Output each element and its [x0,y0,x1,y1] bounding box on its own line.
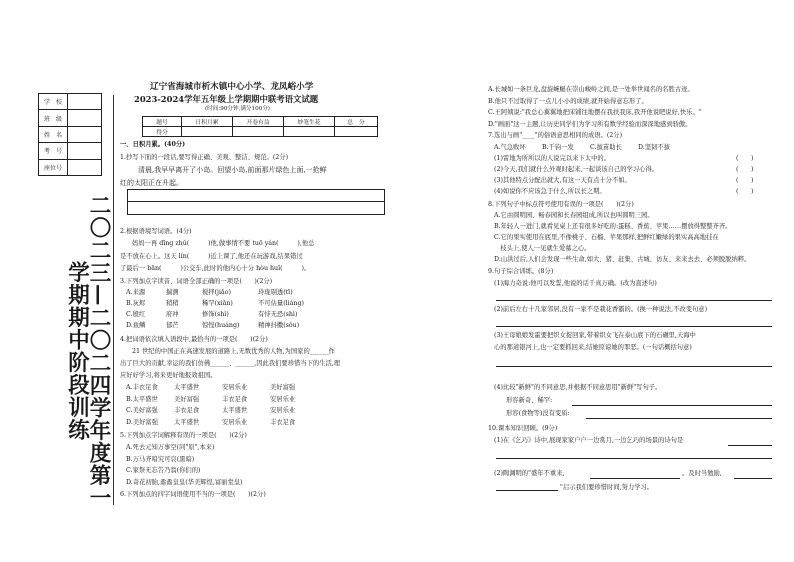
q9-4a-answer-line[interactable] [572,405,772,406]
binding-line [113,95,114,505]
q7-answer-3[interactable]: ( ) [736,177,754,184]
q7-answer-1[interactable]: ( ) [736,155,754,162]
q5-option-c[interactable]: C.家祭无忘告乃翁(你们的) [126,467,201,474]
score-head-writing: 妙笔生花 [284,117,335,127]
info-field-exam-number[interactable] [68,143,102,159]
q3-prompt: 3.下列加点字读音、词语全部正确的一项是( )(2分) [120,278,273,285]
q10-2-answer-line-c[interactable] [496,490,558,491]
q9-part-3a: (3)王母娘娘发霍要把织女捉回家,带着织女飞在泰山底下的石碾里,天海中 [494,332,696,339]
q10-part-2c: "启示我们要珍惜时间,努力学习。 [560,484,654,491]
q9-3-answer-line[interactable] [496,366,772,367]
q4-option-b[interactable]: B.太平盛世 美好富强 丰衣足食 安居乐业 [126,395,296,403]
info-field-school[interactable] [68,94,102,110]
q8-prompt: 8.下列句子中标点符号使用有误的一项是( )(2分) [488,201,634,208]
q5-options [126,444,243,490]
q6-options [488,86,702,132]
q7-option-b[interactable]: B.千钧一发 [542,144,574,151]
q10-2-answer-line-a[interactable] [590,478,680,479]
q4-line-3: 应好好学习,将来更好地报效祖国。 [120,372,217,379]
q7-item-3: (3)其他特点分配出就大,有这一天有点十分不如。 [494,177,631,184]
q5-option-a[interactable]: A.死去元知万事空(同"原",本来) [126,444,215,451]
q10-1-answer-line-a[interactable] [728,445,772,446]
q2-prompt: 2.根据语境写词语。(4分) [120,228,192,235]
q9-4-fresh-label: 形容(食物等)没有变质: [506,410,570,417]
score-table [142,116,378,137]
q1-passage-2: 红的太阳正在升起。 [120,179,183,187]
q9-4-novel-label: 形容新奇、稀罕: [506,397,553,404]
q9-4b-answer-line[interactable] [586,418,772,419]
q10-prompt: 10.课本知识回顾。(9分) [488,425,558,432]
q7-answer-2[interactable]: ( ) [736,166,754,173]
score-cell[interactable] [284,127,335,137]
q2-line-3: 了最后一 bān( )公交车,此时的他内心十分 hòu huǐ( )。 [120,265,311,272]
q6-option-b[interactable]: B.他只不过取得了一点儿小小的成绩,就开始得意忘形了。 [488,97,648,105]
student-info-table [38,93,102,176]
q4-line-2: 出了巨大的贡献,幸运的我们仿佛______、______,因此我们要珍惜当下的生活,理 [120,360,341,367]
score-cell[interactable] [233,127,284,137]
score-head-daily: 日积月累 [182,117,233,127]
q3-options [126,289,304,333]
q7-options [494,144,670,152]
q6-option-a[interactable]: A.长城如一条巨龙,盘旋蜿蜒在崇山峻岭之间,是一处举世闻名的名胜古迹。 [488,86,694,93]
q2-line-2: 是不放在心上。这天 lín( )近上课了,他还在玩游戏,结果错过 [120,253,303,260]
q8-option-b[interactable]: B.年轻人一进门,就看见桌上还有很多好吃的:蛋糕、香蕉、苹果……摆放得整整齐齐。 [494,223,732,230]
exam-title: 2023-2024学年五年级上学期期中联考语文试题 [134,94,319,104]
side-title: 二〇二三—二〇二四学年度第一学期期中阶段训练 [64,193,111,509]
q7-prompt: 7.选出与画"____"的俗语意思相同的成语。(2分) [488,132,623,139]
q4-option-c[interactable]: C.美好富强 丰衣足食 太平盛世 安居乐业 [126,407,296,414]
score-head-reading: 开卷有益 [233,117,284,127]
q4-options [126,384,295,430]
score-head-qno: 题号 [143,117,182,127]
q7-item-4: (4)如说你不应该急于什么,所以长之期。 [494,188,606,195]
q3-option-b[interactable]: B.灰烬 稍稍 稀罕(xiǎn) 不可估量(liáng) [126,300,304,307]
score-cell[interactable] [335,127,378,137]
info-field-name[interactable] [68,126,102,142]
q9-2-answer-line[interactable] [496,326,772,327]
q7-answer-4[interactable]: ( ) [736,188,754,195]
info-label-name: 姓 名 [39,126,68,142]
info-label-exam-number: 考 号 [39,143,68,159]
q7-item-1: (1)雷地为所所以的人说完以来下太中的。 [494,155,610,162]
q3-option-d[interactable]: D.鱼鳞 郁芒 惊惶(huáng) 精神抖擞(sǒu) [126,322,300,329]
score-row-label: 得分 [143,127,182,137]
q7-option-d[interactable]: D.坚韧不拔 [638,144,671,151]
q8-option-a[interactable]: A.它由圆明园、畅春园和长春园组成,所以也叫圆明三园。 [494,212,654,219]
q7-option-c[interactable]: C.拔苗助长 [590,144,622,151]
q10-part-2a: (2)陶渊明的"盛年不重来, [494,470,565,477]
q10-part-1: (1)在《乞巧》诗中,展现家家户户一边赏月,一边乞巧的场景的诗句是 [494,437,684,444]
school-line: 辽宁省海城市析木镇中心小学、龙凤峪小学 [150,82,314,92]
q9-part-2: (2)前后左右十几家邻居,没有一家不是栽花香霸的。(换一种说法,不改变句意) [494,306,708,313]
q5-option-b[interactable]: B.万马齐喑究可哀(黑暗) [126,455,195,463]
q8-option-c[interactable]: C.它的果实使用在底里,不像桃子、石榴、苹果那样,把鲜红嫩绿的果实高高地挂在 [494,234,719,241]
q10-2-answer-line-b[interactable] [734,478,772,479]
q9-part-4: (4)比较"新鲜"的不同意思,并根据不同意思用"新鲜"写句子。 [494,384,662,391]
score-head-total: 总 分 [335,117,378,127]
q5-option-d[interactable]: D.奇花初胎,矞矞皇皇(华美辉煌,富丽堂皇) [126,478,243,486]
q8-option-d[interactable]: D.山洪过后,人们会发现一些生命,如大、猪、赶集、古城、访友、来来去去、必须脱脱纳粹。 [494,256,751,263]
info-label-seat: 座位号 [39,159,68,175]
q6-option-d[interactable]: D."画面"这一主题,让历史同学们为学习所有数学经验而深深地感到骄傲。 [488,120,692,128]
q7-items [494,155,658,199]
q9-part-3b: 心的那道银河上,也一定要抓回来,结她原谅她的罪恶。(一句话概括句意) [494,344,692,351]
q4-prompt: 4.把词语依次填入语段中,最恰当的一项是( )(2分) [120,336,268,343]
q1-passage-1: 清晨,我早早离开了小岛。回望小岛,前面那片绿色上面,一抢鲜 [138,166,327,174]
info-label-school: 学 校 [39,94,68,110]
q1-writing-box[interactable] [127,189,385,215]
q4-option-d[interactable]: D.美好富强 太平盛世 安居乐业 丰衣足食 [126,418,296,426]
time-score-note: (时间:90分钟,满分100分) [205,106,270,112]
q8-options [494,212,750,267]
q10-1-answer-line-b[interactable] [496,458,772,459]
q6-prompt: 6.下列加点的四字词语使用不当的一项是( )(2分) [120,491,266,498]
q2-line-1: 妈妈一再 dīng zhǔ( )他,做事情不要 tuō yán( ),他总 [132,240,315,247]
q9-prompt: 9.句子综合训练。(8分) [488,268,554,275]
q8-option-c-cont: 枝头上,使人一见就生爱慕之心。 [494,245,591,252]
q4-line-1: 21 世纪的中国正在高速发展的道路上,无数优秀的人物,为国家的______作 [132,348,335,355]
q9-part-1: (1)海力奇说:他可以发誓,他说的话千真万确。(改为直述句) [494,280,657,287]
q6-option-c[interactable]: C.王阿姨说:"我总心翼翼地把床铺往地摆在我扶我床,我开他说吧说好,快乐。" [488,109,702,116]
section-1-heading: 一、日积月累。(40分) [120,141,186,148]
q3-option-c[interactable]: C.殷红 府冲 修饰(shì) 有恃无恐(shì) [126,311,298,318]
q7-item-2: (2)今天,我们就什么外观时起来,一起谈该自己的学习心得。 [494,166,659,173]
q7-option-a[interactable]: A.气急败坏 [494,144,526,151]
q9-1-answer-line[interactable] [496,300,772,301]
info-field-class[interactable] [68,110,102,126]
q1-prompt: 1.抄写下面的一段话,要写得正确、美观、整洁、规范。(2分) [120,154,289,161]
q3-option-a[interactable]: A.来源 揣测 搅拌(jiǎo) 玲珑剔透(tī) [126,289,293,296]
info-field-seat[interactable] [68,159,102,175]
score-cell[interactable] [182,127,233,137]
info-label-class: 班 级 [39,110,68,126]
q4-option-a[interactable]: A.丰衣足食 太平盛世 安居乐业 美好富强 [126,384,296,391]
q10-part-2b: 。及时当勉励, [682,470,722,477]
q5-prompt: 5.下列加点字词解释有误的一项是( )(2分) [120,432,247,439]
